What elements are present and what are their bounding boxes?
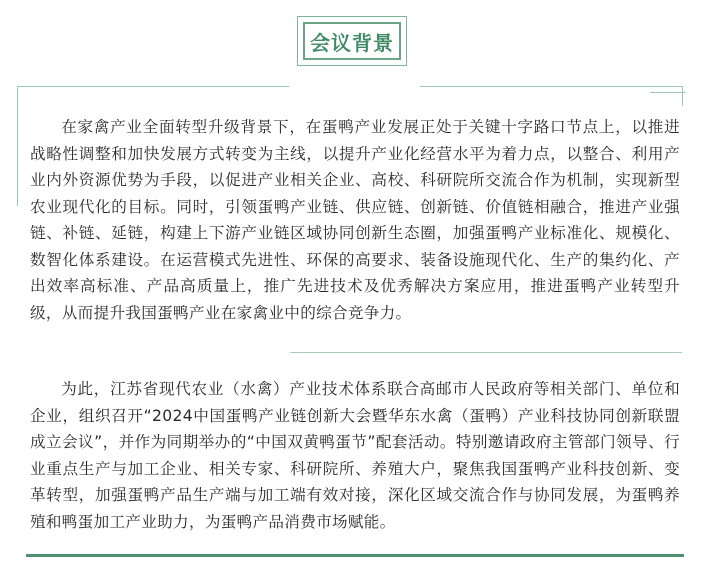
title-deco-line-right bbox=[420, 86, 682, 87]
title-deco-line-left bbox=[17, 86, 289, 87]
title-deco-short-right bbox=[650, 92, 685, 93]
bottom-border bbox=[26, 554, 684, 557]
section-title: 会议背景 bbox=[303, 22, 401, 60]
section-title-box bbox=[297, 16, 411, 70]
background-paragraph-1: 在家禽产业全面转型升级背景下，在蛋鸭产业发展正处于关键十字路口节点上，以推进战略性调整和加快发展方式转变为主线，以提升产业化经营水平为着力点，以整合、利用产业内外资源优势为手段，以促进产业相关企业、高校、科研院所交流合作为机制，实现新型农业现代化的目标。同时，引领蛋鸭产业链、供应链、创新链、价值链相融合，推进产业强链、补链、延链，构建上下游产业链区域协同创新生态圈，加强蛋鸭产业标准化、规模化、数智化体系建设。在运营模式先进性、环保的高要求、装备设施现代化、生产的集约化、产出效率高标准、产品高质量上，推广先进技术及优秀解决方案应用，推进蛋鸭产业转型升级，从而提升我国蛋鸭产业在家禽业中的综合竞争力。 bbox=[30, 118, 680, 322]
background-paragraph-2: 为此，江苏省现代农业（水禽）产业技术体系联合高邮市人民政府等相关部门、单位和企业，组织召开“2024中国蛋鸭产业链创新大会暨华东水禽（蛋鸭）产业科技协同创新联盟成立会议”，并作为同期举办的“中国双黄鸭蛋节”配套活动。特别邀请政府主管部门领导、行业重点生产与加工企业、相关专家、科研院所、养殖大户，聚焦我国蛋鸭产业科技创新、变革转型，加强蛋鸭产品生产端与加工端有效对接，深化区域交流合作与协同发展，为蛋鸭养殖和鸭蛋加工产业助力，为蛋鸭产品消费市场赋能。 bbox=[30, 380, 680, 531]
title-deco-line-right-vertical bbox=[682, 86, 683, 106]
paragraph-divider bbox=[290, 352, 682, 353]
title-deco-line-left-vertical bbox=[17, 86, 18, 206]
